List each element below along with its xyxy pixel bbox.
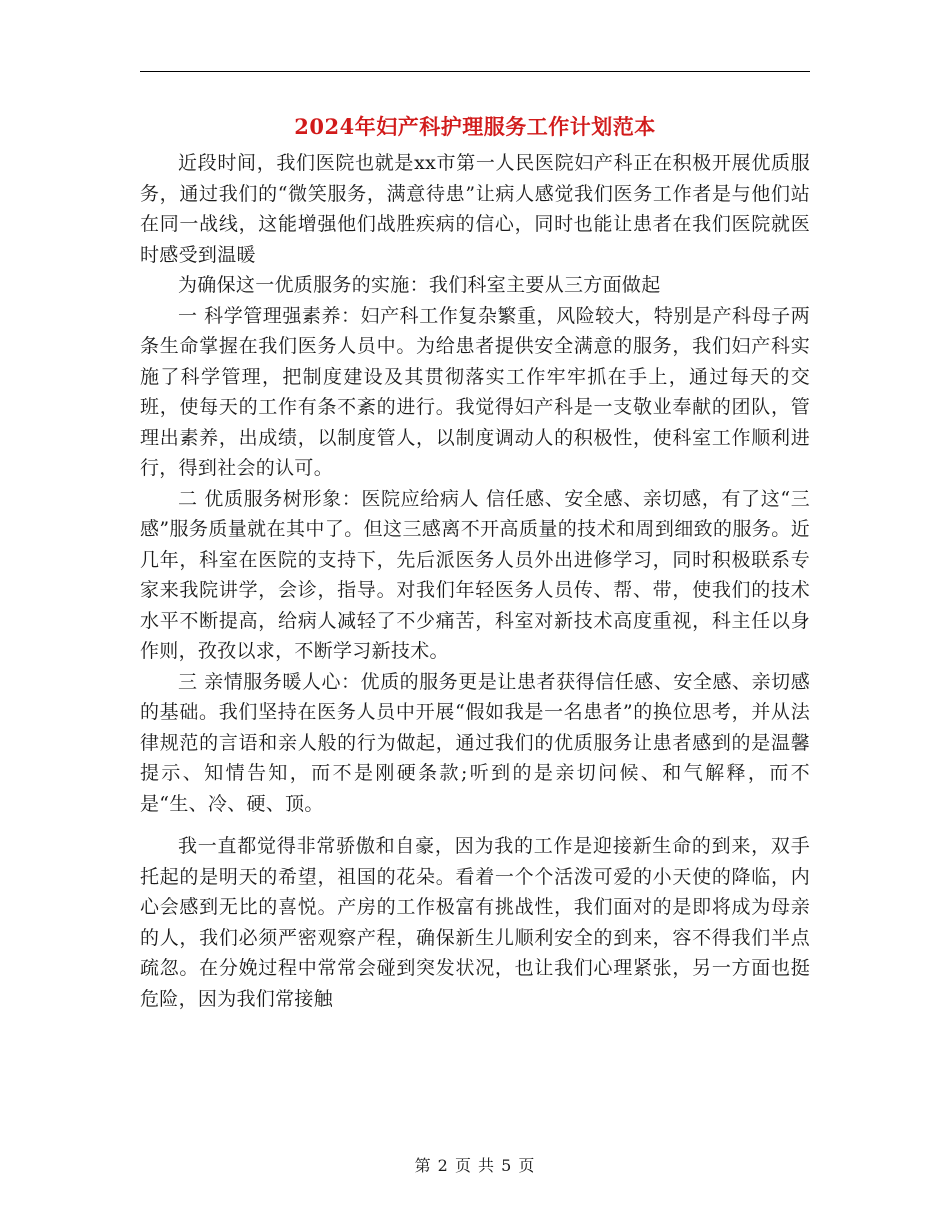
paragraph-overview: 为确保这一优质服务的实施：我们科室主要从三方面做起 [178, 274, 661, 296]
paragraph-section-2: 二 优质服务树形象：医院应给病人 信任感、安全感、亲切感，有了这“三感”服务质量就在其中了。但这三感离不开高质量的技术和周到细致的服务。近几年，科室在医院的支持下，先后派医务人员外出进修学习，同时积极联系专家来我院讲学，会诊，指导。对我们年轻医务人员传、帮、带，使我们的技术水平不断提高，给病人减轻了不少痛苦，科室对新技术高度重视，科主任以身作则，孜孜以求，不断学习新技术。 [140, 487, 810, 662]
paragraph-section-3: 三 亲情服务暖人心：优质的服务更是让患者获得信任感、安全感、亲切感的基础。我们坚持在医务人员中开展“假如我是一名患者”的换位思考，并从法律规范的言语和亲人般的行为做起，通过我们的优质服务让患者感到的是温馨提示、知情告知，而不是刚硬条款;听到的是亲切问候、和气解释，而不是“生、冷、硬、顶。 [140, 670, 810, 815]
page-number: 第 2 页 共 5 页 [414, 1156, 536, 1175]
document-body [140, 148, 810, 1014]
document-title: 2024年妇产科护理服务工作计划范本 [294, 114, 656, 139]
paragraph-reflection: 我一直都觉得非常骄傲和自豪，因为我的工作是迎接新生命的到来，双手托起的是明天的希望，祖国的花朵。看着一个个活泼可爱的小天使的降临，内心会感到无比的喜悦。产房的工作极富有挑战性，我们面对的是即将成为母亲的人，我们必须严密观察产程，确保新生儿顺利安全的到来，容不得我们半点疏忽。在分娩过程中常常会碰到突发状况，也让我们心理紧张，另一方面也挺危险，因为我们常接触 [140, 835, 810, 1010]
paragraph-intro: 近段时间，我们医院也就是xx市第一人民医院妇产科正在积极开展优质服务，通过我们的“微笑服务，满意待患”让病人感觉我们医务工作者是与他们站在同一战线，这能增强他们战胜疾病的信心，同时也能让患者在我们医院就医时感受到温暖 [140, 152, 810, 266]
paragraph-section-1: 一 科学管理强素养：妇产科工作复杂繁重，风险较大，特别是产科母子两条生命掌握在我们医务人员中。为给患者提供安全满意的服务，我们妇产科实施了科学管理，把制度建设及其贯彻落实工作牢牢抓在手上，通过每天的交班，使每天的工作有条不紊的进行。我觉得妇产科是一支敬业奉献的团队，管理出素养，出成绩，以制度管人，以制度调动人的积极性，使科室工作顺利进行，得到社会的认可。 [140, 304, 810, 479]
header-rule [140, 71, 810, 72]
